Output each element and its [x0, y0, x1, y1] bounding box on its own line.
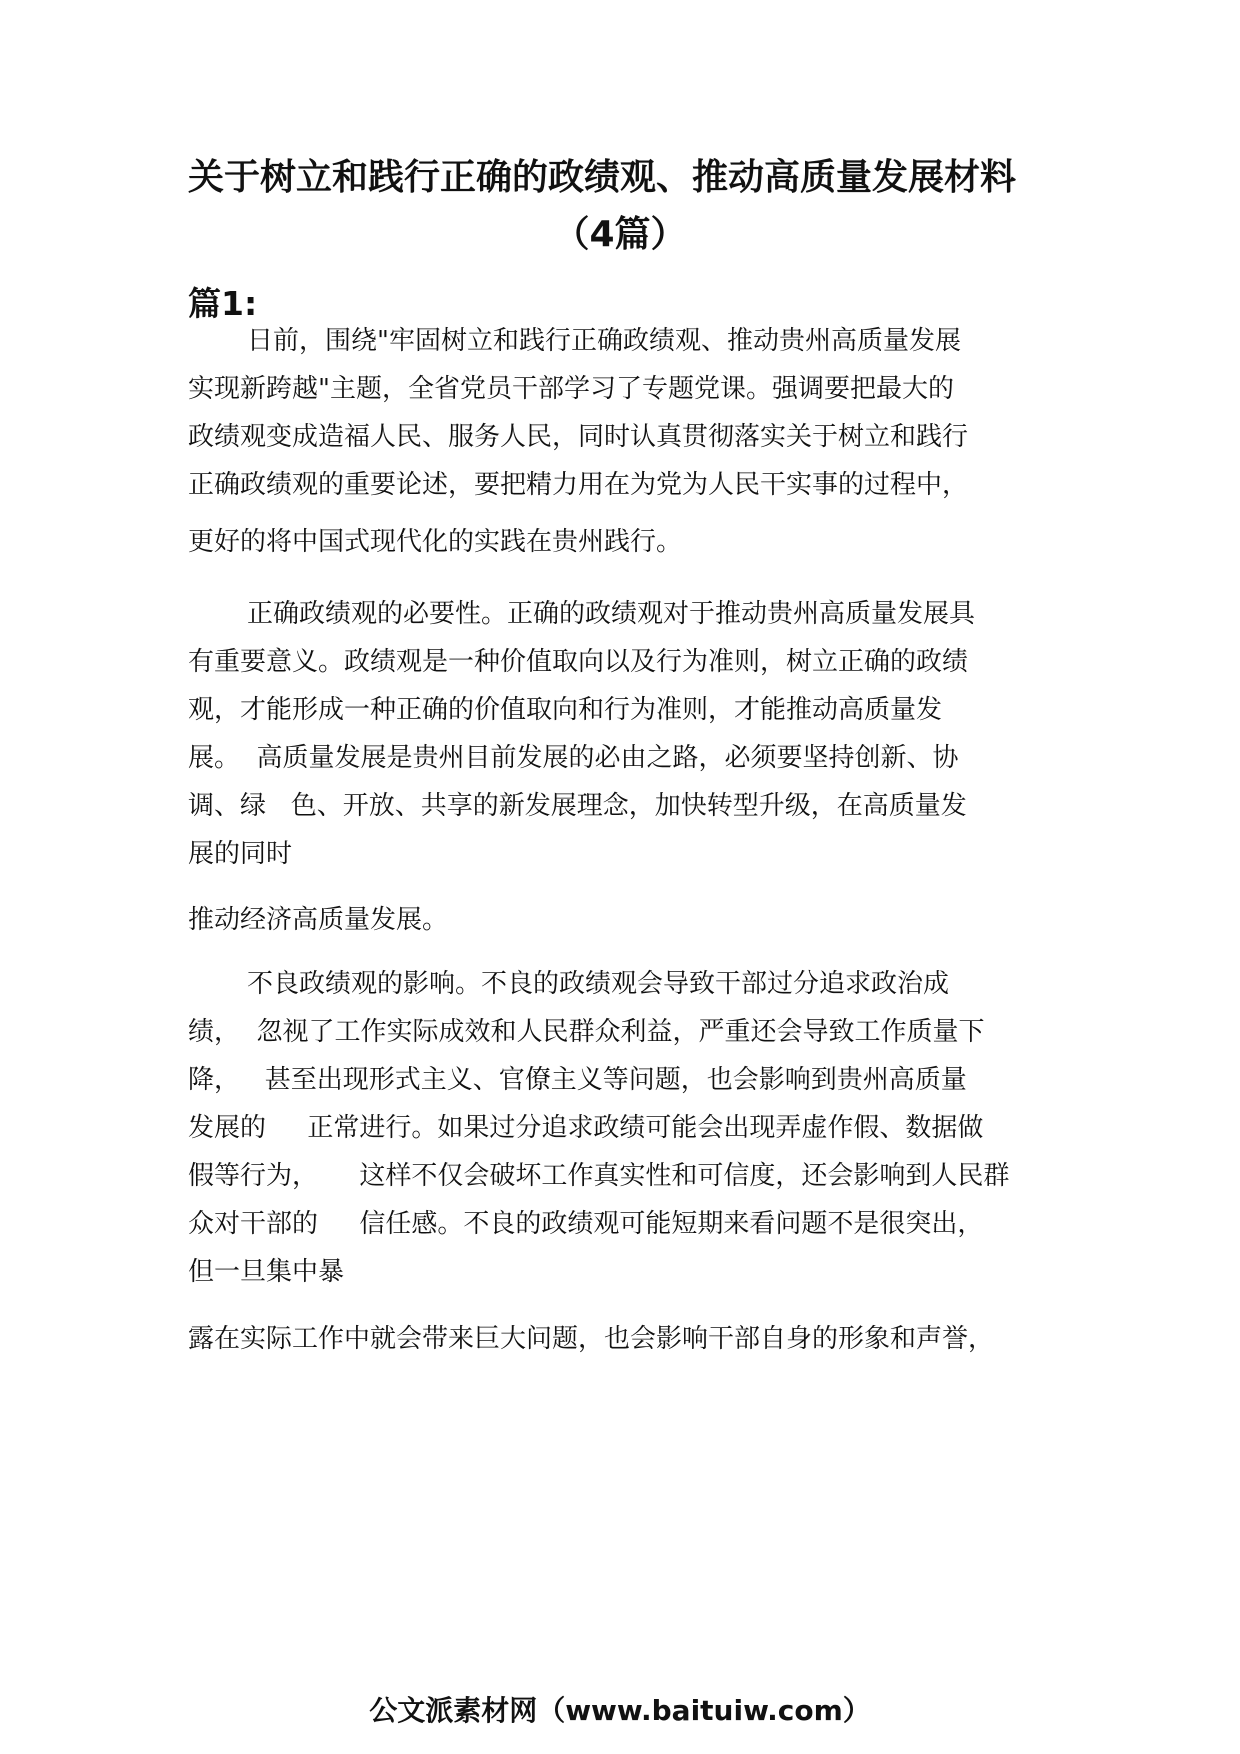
body-line: 调、绿 色、开放、共享的新发展理念，加快转型升级，在高质量发 [188, 791, 967, 821]
section-heading: 篇1: [188, 284, 258, 323]
body-line: 更好的将中国式现代化的实践在贵州践行。 [188, 527, 683, 557]
body-line: 政绩观变成造福人民、服务人民，同时认真贯彻落实关于树立和践行 [188, 422, 969, 452]
body-line: 展。 高质量发展是贵州目前发展的必由之路，必须要坚持创新、协 [188, 743, 959, 773]
body-line: 观，才能形成一种正确的价值取向和行为准则，才能推动高质量发 [188, 695, 943, 725]
body-line: 实现新跨越"主题，全省党员干部学习了专题党课。强调要把最大的 [188, 374, 954, 404]
body-line: 展的同时 [188, 839, 293, 869]
body-line: 不良政绩观的影响。不良的政绩观会导致干部过分追求政治成 [247, 969, 950, 999]
body-line: 绩， 忽视了工作实际成效和人民群众利益，严重还会导致工作质量下 [188, 1017, 985, 1047]
document-title-line-2: （4篇） [553, 214, 687, 255]
body-line: 但一旦集中暴 [188, 1257, 345, 1287]
body-line: 发展的 正常进行。如果过分追求政绩可能会出现弄虚作假、数据做 [188, 1113, 984, 1143]
body-line: 露在实际工作中就会带来巨大问题，也会影响干部自身的形象和声誉， [188, 1324, 995, 1354]
body-line: 正确政绩观的必要性。正确的政绩观对于推动贵州高质量发展具 [247, 599, 976, 629]
document-title-line-1: 关于树立和践行正确的政绩观、推动高质量发展材料 [188, 157, 1017, 198]
body-line: 有重要意义。政绩观是一种价值取向以及行为准则，树立正确的政绩 [188, 647, 969, 677]
body-line: 正确政绩观的重要论述，要把精力用在为党为人民干实事的过程中， [188, 470, 969, 500]
body-line: 推动经济高质量发展。 [188, 905, 449, 935]
body-line: 假等行为， 这样不仅会破坏工作真实性和可信度，还会影响到人民群 [188, 1161, 1010, 1191]
body-line: 众对干部的 信任感。不良的政绩观可能短期来看问题不是很突出， [188, 1209, 984, 1239]
footer-watermark: 公文派素材网（www.baituiw.com） [369, 1694, 871, 1727]
body-line: 降， 甚至出现形式主义、官僚主义等问题，也会影响到贵州高质量 [188, 1065, 967, 1095]
body-line: 日前，围绕"牢固树立和践行正确政绩观、推动贵州高质量发展 [247, 326, 961, 356]
